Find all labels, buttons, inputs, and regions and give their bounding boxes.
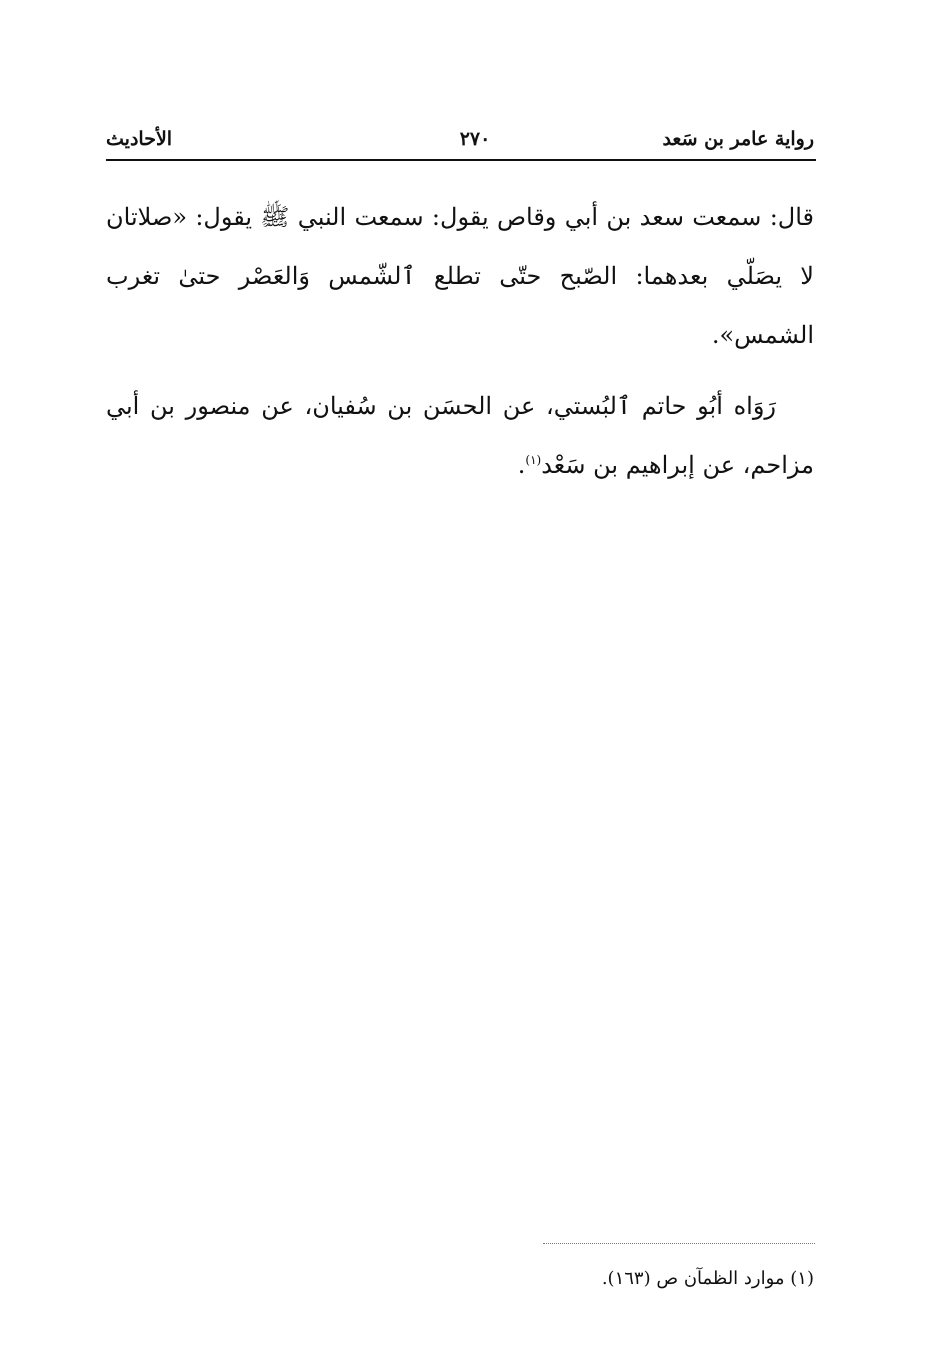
header-rule	[106, 159, 816, 161]
narration-chain-text: رَوَاه أبُو حاتم ٱلبُستي، عن الحسَن بن سُفيان، عن منصور بن أبي مزاحم، عن إبراهيم بن سَعْد	[106, 392, 814, 479]
header-section-title: رواية عامر بن سَعد	[662, 128, 814, 150]
footnote-separator	[543, 1243, 815, 1244]
hadith-paragraph: قال: سمعت سعد بن أبي وقاص يقول: سمعت النبي ﷺ يقول: «صلاتان لا يصَلّي بعدهما: الصّبح حتّى تطلع ٱلشّمس وَالعَصْر حتىٰ تغرب الشمس».	[106, 203, 814, 349]
page-number: ٢٧٠	[459, 128, 491, 150]
sentence-end: .	[517, 451, 526, 479]
running-header	[106, 128, 814, 158]
header-book-title: الأحاديث	[106, 128, 173, 150]
footnote: (١) موارد الظمآن ص (١٦٣).	[601, 1268, 814, 1289]
narration-chain-paragraph	[106, 377, 814, 495]
main-text	[106, 188, 814, 495]
footnote-reference[interactable]: (١)	[525, 453, 542, 467]
